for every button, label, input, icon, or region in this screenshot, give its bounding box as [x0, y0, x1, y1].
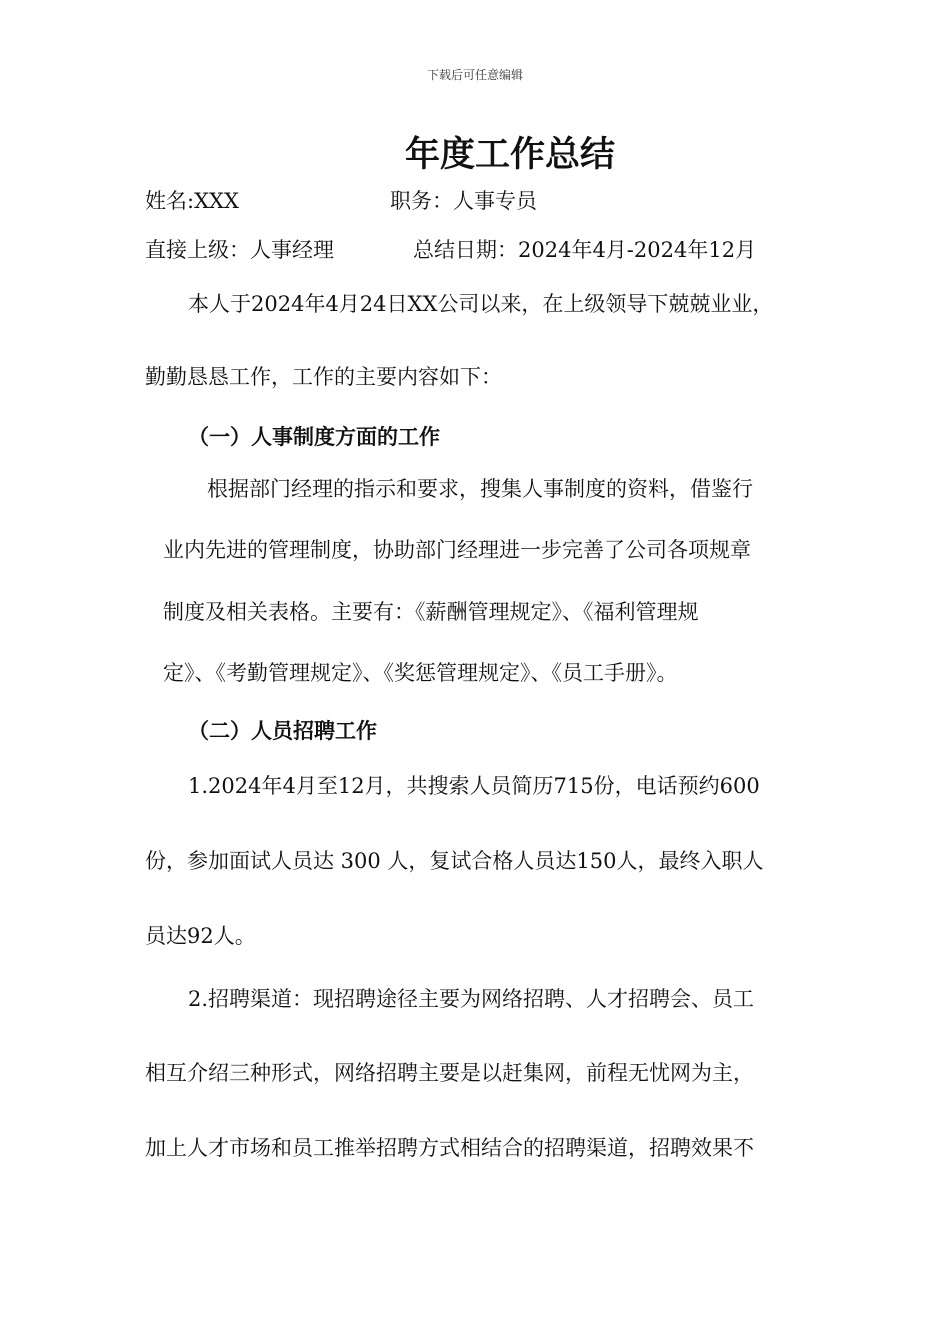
section-1-line-4: 定》、《考勤管理规定》、《奖惩管理规定》、《员工手册》。 [163, 661, 678, 685]
section-1-line-1: 根据部门经理的指示和要求，搜集人事制度的资料，借鉴行 [207, 477, 753, 501]
direct-supervisor: 直接上级：人事经理 [145, 238, 334, 262]
summary-period: 总结日期：2024年4月-2024年12月 [413, 238, 757, 262]
recruitment-item-2-line-2: 相互介绍三种形式，网络招聘主要是以赶集网，前程无忧网为主， [145, 1061, 754, 1085]
section-2-heading: （二）人员招聘工作 [188, 719, 377, 743]
section-1-line-2: 业内先进的管理制度，协助部门经理进一步完善了公司各项规章 [163, 538, 751, 562]
document-title: 年度工作总结 [404, 135, 615, 175]
header-note: 下载后可任意编辑 [426, 68, 523, 82]
intro-line-2: 勤勤恳恳工作，工作的主要内容如下： [145, 365, 502, 389]
recruitment-item-1-line-1: 1.2024年4月至12月，共搜索人员简历715份，电话预约600 [188, 774, 760, 798]
recruitment-item-1-line-2: 份，参加面试人员达 300 人，复试合格人员达150人，最终入职人 [145, 849, 764, 873]
employee-name: 姓名:XXX [145, 189, 239, 213]
recruitment-item-2-line-1: 2.招聘渠道：现招聘途径主要为网络招聘、人才招聘会、员工 [188, 987, 755, 1011]
section-1-line-3: 制度及相关表格。主要有：《薪酬管理规定》、《福利管理规 [163, 600, 699, 624]
recruitment-item-1-line-3: 员达92人。 [145, 924, 256, 948]
recruitment-item-2-line-3: 加上人才市场和员工推举招聘方式相结合的招聘渠道，招聘效果不 [145, 1136, 754, 1160]
section-1-heading: （一）人事制度方面的工作 [188, 425, 440, 449]
employee-position: 职务：人事专员 [390, 189, 537, 213]
intro-line-1: 本人于2024年4月24日XX公司以来，在上级领导下兢兢业业， [188, 292, 774, 316]
